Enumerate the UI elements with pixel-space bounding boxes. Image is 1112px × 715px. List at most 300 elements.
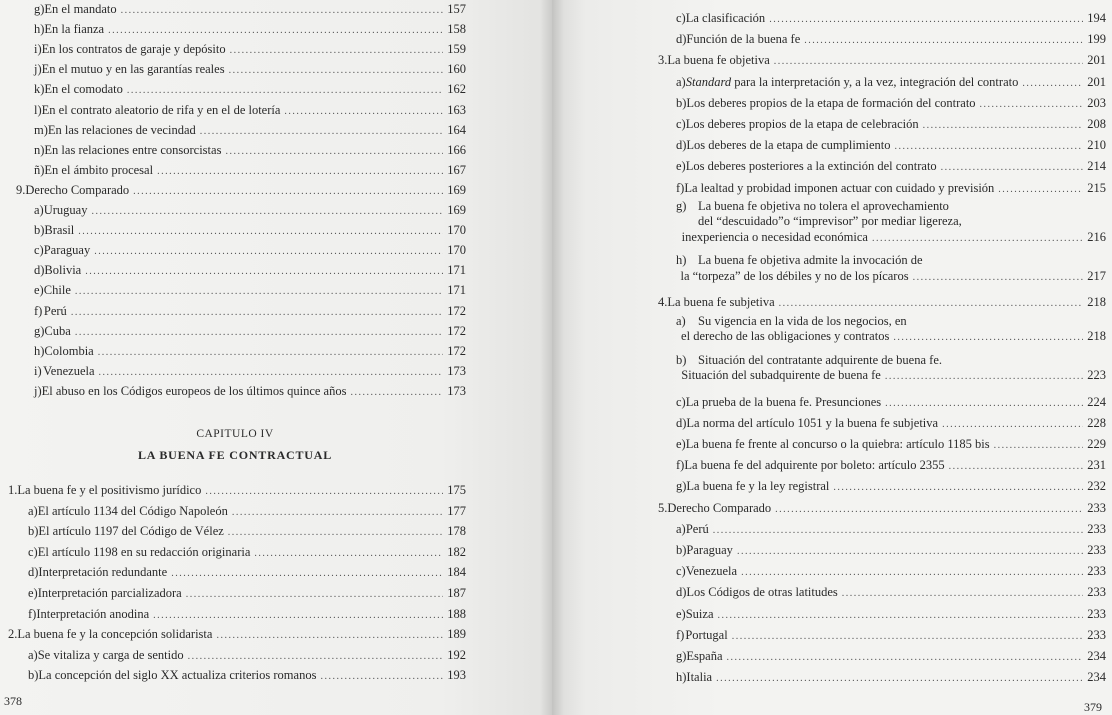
- toc-entry: [34, 260, 466, 280]
- toc-entry: [676, 314, 1106, 345]
- toc-entry-page: 171: [447, 283, 466, 298]
- toc-entry: [34, 19, 466, 39]
- toc-entry-marker: d): [676, 415, 687, 430]
- leader-dots: [228, 523, 443, 543]
- toc-entry-title: En el contrato aleatorio de rifa y en el de lotería: [41, 102, 281, 117]
- toc-entry-page: 167: [447, 162, 466, 177]
- toc-entry-marker: 4.: [658, 295, 668, 310]
- toc-entry-title: La buena fe y el positivismo jurídico: [17, 483, 202, 497]
- toc-entry-title: Bolivia: [44, 263, 82, 278]
- toc-entry-title: En los contratos de garaje y depósito: [41, 42, 226, 57]
- toc-entry-title: Perú: [685, 521, 709, 536]
- leader-dots: [108, 21, 443, 41]
- toc-entry-title-line: del “descuidado”o “imprevisor” por mediar ligereza,: [698, 214, 962, 229]
- toc-entry-title: Chile: [43, 283, 71, 298]
- leader-dots: [775, 500, 1083, 520]
- toc-entry-page: 170: [447, 243, 466, 258]
- toc-entry: [34, 341, 466, 361]
- toc-entry-marker: c): [676, 11, 686, 25]
- toc-entry-marker: f): [676, 180, 685, 195]
- toc-entry-title: Los deberes posteriores a la extinción del contrato: [685, 159, 937, 174]
- toc-entry: [676, 72, 1106, 92]
- leader-dots: [121, 1, 444, 21]
- toc-entry: [34, 381, 466, 401]
- toc-entry-marker: 5.: [658, 500, 668, 515]
- leader-dots: [732, 627, 1084, 647]
- toc-entry-title: El artículo 1198 en su redacción originaria: [37, 544, 251, 559]
- toc-entry-title: En el comodato: [44, 82, 123, 97]
- toc-entry-page: 208: [1087, 117, 1106, 131]
- toc-entry-title: La buena fe frente al concurso o la quiebra: artículo 1185 bis: [685, 436, 990, 451]
- leader-dots: [842, 584, 1083, 604]
- leader-dots: [230, 41, 444, 61]
- leader-dots: [741, 563, 1083, 583]
- toc-entry: [676, 561, 1106, 581]
- leader-dots: [284, 102, 443, 122]
- toc-entry-title: El artículo 1197 del Código de Vélez: [38, 524, 224, 539]
- toc-entry-title-line: inexperiencia o necesidad económica: [681, 229, 868, 244]
- toc-entry: [676, 434, 1106, 454]
- toc-entry: [34, 100, 466, 120]
- leader-dots: [769, 10, 1083, 30]
- toc-entry-page: 229: [1087, 436, 1106, 451]
- toc-entry-marker: j): [34, 383, 42, 398]
- toc-entry-page: 175: [447, 483, 466, 497]
- toc-entry-title-line: La buena fe objetiva admite la invocación de: [698, 253, 923, 268]
- toc-entry-page: 170: [447, 223, 466, 238]
- leader-dots: [75, 323, 443, 343]
- toc-entry-marker: i): [34, 363, 42, 378]
- toc-entry-title: El artículo 1134 del Código Napoleón: [37, 503, 228, 518]
- toc-entry-marker: h): [676, 253, 687, 268]
- leader-dots: [872, 231, 1083, 247]
- toc-entry-title: En las relaciones entre consorcistas: [44, 142, 222, 157]
- toc-entry-emphasis: Standard: [685, 74, 732, 89]
- toc-entry-title: La buena fe y la ley registral: [686, 479, 830, 494]
- toc-entry: [34, 220, 466, 240]
- leader-dots: [75, 282, 443, 302]
- toc-entry-marker: b): [28, 524, 39, 539]
- toc-entry-page: 234: [1087, 670, 1106, 685]
- leader-dots: [774, 52, 1083, 72]
- leader-dots: [186, 585, 444, 605]
- toc-entry-title-line: Situación del contratante adquirente de buena fe.: [698, 352, 942, 367]
- toc-entry: [34, 39, 466, 59]
- page-number-left: 378: [4, 694, 22, 708]
- leader-dots: [320, 667, 443, 687]
- toc-entry-page: 217: [1087, 268, 1106, 283]
- toc-entry-page: 193: [447, 668, 466, 683]
- toc-section-entry: [16, 180, 466, 200]
- toc-entry: [28, 542, 466, 562]
- toc-section-entry: [8, 480, 466, 500]
- toc-entry: [676, 199, 1106, 246]
- toc-entry-marker: f): [676, 627, 685, 642]
- toc-entry-marker: a): [28, 647, 38, 662]
- toc-entry-page: 233: [1087, 606, 1106, 621]
- toc-entry: [676, 353, 1106, 384]
- toc-entry-page: 232: [1087, 479, 1106, 494]
- toc-entry-page: 173: [447, 363, 466, 378]
- toc-entry-marker: f): [28, 606, 37, 621]
- toc-entry-title: Paraguay: [686, 542, 733, 557]
- toc-entry-marker: h): [34, 343, 45, 358]
- toc-entry: [676, 413, 1106, 433]
- toc-entry-title: Derecho Comparado: [25, 182, 130, 197]
- toc-entry: [34, 59, 466, 79]
- toc-entry-title: La buena fe objetiva: [667, 53, 770, 68]
- toc-entry-title: Portugal: [685, 627, 728, 642]
- leader-dots: [188, 647, 444, 667]
- leader-dots: [78, 222, 443, 242]
- leader-dots: [91, 202, 443, 222]
- toc-entry-page: 233: [1087, 627, 1106, 642]
- toc-entry-marker: c): [676, 117, 686, 131]
- leader-dots: [229, 61, 444, 81]
- left-page: [0, 0, 552, 715]
- chapter-title: LA BUENA FE CONTRACTUAL: [137, 448, 333, 462]
- leader-dots: [157, 162, 443, 182]
- toc-entry-marker: d): [676, 32, 687, 47]
- leader-dots: [171, 564, 443, 584]
- toc-entry-marker: e): [676, 159, 686, 174]
- leader-dots: [71, 303, 443, 323]
- toc-entry: [28, 583, 466, 603]
- toc-entry: [676, 540, 1106, 560]
- toc-entry: [676, 625, 1106, 645]
- toc-entry: [676, 392, 1106, 412]
- toc-entry-title: En la fianza: [44, 22, 105, 37]
- toc-entry-page: 214: [1087, 159, 1106, 174]
- toc-entry: [676, 476, 1106, 496]
- toc-entry-title-rest: para la interpretación y, a la vez, integración del contrato: [731, 74, 1019, 89]
- toc-entry-page: 218: [1087, 329, 1106, 343]
- toc-entry-page: 199: [1087, 32, 1106, 47]
- toc-entry-title: La prueba de la buena fe. Presunciones: [685, 394, 882, 409]
- toc-entry: [676, 455, 1106, 475]
- toc-entry-marker: e): [676, 606, 686, 621]
- toc-entry-marker: b): [28, 668, 39, 683]
- toc-entry-marker: d): [676, 585, 687, 600]
- toc-entry-page: 215: [1087, 180, 1106, 195]
- toc-entry-title: La concepción del siglo XX actualiza criterios romanos: [38, 668, 317, 683]
- toc-entry-marker: b): [676, 95, 687, 110]
- toc-entry-page: 172: [447, 343, 466, 358]
- toc-entry-marker: h): [676, 670, 687, 685]
- toc-entry-page: 203: [1087, 95, 1106, 110]
- toc-entry-title: Los deberes propios de la etapa de formación del contrato: [686, 95, 976, 110]
- toc-entry: [676, 582, 1106, 602]
- toc-entry-page: 172: [447, 323, 466, 338]
- toc-entry-title: Los Códigos de otras latitudes: [686, 585, 838, 600]
- toc-entry-title: [686, 72, 1019, 92]
- toc-entry-marker: a): [676, 74, 686, 89]
- toc-entry-page: 223: [1087, 368, 1106, 382]
- toc-entry-marker: g): [34, 2, 45, 16]
- toc-entry-title: La buena fe del adquirente por boleto: artículo 2355: [684, 458, 945, 473]
- leader-dots: [713, 521, 1083, 541]
- leader-dots: [833, 478, 1083, 498]
- toc-entry-marker: g): [676, 479, 687, 494]
- toc-entry-page: 210: [1087, 138, 1106, 153]
- leader-dots: [232, 503, 443, 523]
- toc-entry-marker: f): [676, 458, 685, 473]
- toc-entry-marker: c): [676, 394, 686, 409]
- toc-entry-marker: e): [28, 586, 38, 600]
- toc-entry-title: La buena fe subjetiva: [667, 295, 775, 310]
- toc-entry-title: Función de la buena fe: [686, 32, 801, 47]
- toc-entry: [34, 0, 466, 19]
- toc-entry-page: 177: [447, 503, 466, 518]
- toc-entry-page: 182: [447, 544, 466, 559]
- leader-dots: [980, 95, 1084, 115]
- toc-entry-title: En el ámbito procesal: [44, 162, 154, 177]
- toc-entry-title: Se vitaliza y carga de sentido: [37, 647, 184, 662]
- toc-entry-marker: j): [34, 62, 42, 77]
- toc-entry-marker: a): [28, 503, 38, 518]
- leader-dots: [94, 242, 443, 262]
- toc-entry-page: 233: [1087, 521, 1106, 536]
- toc-entry-marker: d): [676, 138, 687, 153]
- toc-entry-title: España: [686, 648, 723, 663]
- toc-entry: [28, 562, 466, 582]
- toc-entry-marker: 9.: [16, 182, 26, 197]
- leader-dots: [216, 626, 443, 646]
- toc-section-entry: [658, 50, 1106, 70]
- toc-entry-marker: e): [34, 283, 44, 298]
- toc-entry-marker: n): [34, 142, 45, 157]
- leader-dots: [85, 262, 443, 282]
- book-gutter: [540, 0, 564, 715]
- toc-entry-title: Derecho Comparado: [667, 500, 772, 515]
- toc-entry-marker: c): [676, 564, 686, 579]
- leader-dots: [998, 180, 1083, 200]
- toc-entry-marker: 3.: [658, 53, 668, 68]
- toc-entry: [676, 646, 1106, 666]
- toc-entry-title: Paraguay: [43, 243, 91, 258]
- toc-entry-page: 160: [447, 62, 466, 77]
- toc-section-entry: [8, 624, 466, 644]
- toc-entry-marker: c): [28, 544, 38, 559]
- leader-dots: [127, 81, 443, 101]
- toc-entry-marker: a): [676, 313, 686, 328]
- toc-entry-page: 163: [447, 102, 466, 117]
- toc-entry-title: En el mandato: [44, 2, 117, 16]
- toc-entry: [28, 665, 466, 685]
- leader-dots: [779, 294, 1084, 314]
- leader-dots: [923, 116, 1084, 136]
- toc-entry: [34, 200, 466, 220]
- leader-dots: [804, 31, 1083, 51]
- toc-entry: [676, 156, 1106, 176]
- toc-entry-title: Interpretación redundante: [38, 565, 168, 580]
- toc-entry-marker: b): [676, 352, 687, 367]
- leader-dots: [994, 436, 1084, 456]
- toc-entry-title: Venezuela: [685, 564, 738, 579]
- toc-entry-title: La clasificación: [685, 11, 766, 25]
- toc-entry-marker: 1.: [8, 483, 18, 497]
- toc-entry-page: 233: [1087, 564, 1106, 579]
- toc-entry-title: Suiza: [685, 606, 714, 621]
- toc-entry-page: 158: [447, 22, 466, 37]
- right-page: [552, 0, 1112, 715]
- toc-entry: [34, 120, 466, 140]
- toc-entry-title-line: la “torpeza” de los débiles y no de los pícaros: [680, 268, 909, 283]
- toc-entry-title-line: La buena fe objetiva no tolera el aprovechamiento: [698, 198, 949, 213]
- toc-entry: [34, 280, 466, 300]
- toc-entry-page: 224: [1087, 394, 1106, 409]
- toc-entry-marker: i): [34, 42, 42, 57]
- leader-dots: [913, 270, 1084, 286]
- toc-section-entry: [658, 292, 1106, 312]
- toc-entry-title-line: Su vigencia en la vida de los negocios, en: [698, 313, 907, 328]
- leader-dots: [718, 606, 1084, 626]
- toc-entry: [676, 253, 1106, 284]
- leader-dots: [225, 142, 443, 162]
- toc-entry: [34, 140, 466, 160]
- toc-entry-page: 231: [1087, 458, 1106, 473]
- toc-entry-page: 187: [447, 586, 466, 600]
- toc-entry-page: 233: [1087, 542, 1106, 557]
- toc-entry: [676, 604, 1106, 624]
- leader-dots: [885, 369, 1083, 385]
- toc-entry: [676, 29, 1106, 49]
- toc-entry-page: 169: [447, 203, 466, 217]
- toc-entry-title: Venezuela: [43, 363, 95, 378]
- toc-entry-title: En el mutuo y en las garantías reales: [41, 62, 225, 77]
- leader-dots: [716, 669, 1083, 689]
- toc-entry: [34, 79, 466, 99]
- leader-dots: [727, 648, 1084, 668]
- toc-entry: [34, 160, 466, 180]
- toc-entry-marker: a): [34, 203, 44, 217]
- toc-entry-page: 166: [447, 142, 466, 157]
- toc-entry-title: Los deberes propios de la etapa de celebración: [685, 117, 919, 131]
- toc-entry: [676, 519, 1106, 539]
- toc-entry-marker: d): [28, 565, 39, 580]
- toc-entry-page: 159: [447, 42, 466, 57]
- toc-entry-page: 234: [1087, 648, 1106, 663]
- toc-entry-title: El abuso en los Códigos europeos de los últimos quince años: [41, 383, 347, 398]
- leader-dots: [350, 383, 443, 403]
- toc-entry: [676, 667, 1106, 687]
- toc-entry-title: La norma del artículo 1051 y la buena fe subjetiva: [686, 415, 939, 430]
- leader-dots: [200, 122, 444, 142]
- toc-entry-marker: l): [34, 102, 42, 117]
- toc-entry-marker: m): [34, 122, 48, 137]
- toc-entry-marker: b): [676, 542, 687, 557]
- toc-entry-page: 194: [1087, 11, 1106, 25]
- toc-entry-page: 173: [447, 383, 466, 398]
- toc-entry-title: Colombia: [44, 343, 94, 358]
- leader-dots: [99, 363, 444, 383]
- page-number-right: 379: [1084, 700, 1102, 714]
- toc-entry-page: 233: [1087, 585, 1106, 600]
- toc-entry-title: Cuba: [44, 323, 71, 338]
- toc-entry: [676, 135, 1106, 155]
- toc-entry-page: 171: [447, 263, 466, 278]
- toc-entry-title-line: Situación del subadquirente de buena fe: [681, 368, 881, 382]
- leader-dots: [895, 137, 1084, 157]
- chapter-label: CAPITULO IV: [196, 428, 274, 440]
- toc-entry: [28, 501, 466, 521]
- toc-entry-title: Interpretación parcializadora: [37, 586, 182, 600]
- toc-entry-page: 192: [447, 647, 466, 662]
- toc-entry-title: Perú: [43, 303, 67, 318]
- toc-entry-title: La buena fe y la concepción solidarista: [17, 627, 213, 642]
- toc-entry-page: 201: [1087, 53, 1106, 68]
- leader-dots: [153, 606, 443, 626]
- toc-entry: [28, 521, 466, 541]
- toc-entry-title: Uruguay: [43, 203, 88, 217]
- toc-entry-marker: b): [34, 223, 45, 238]
- toc-entry-marker: d): [34, 263, 45, 278]
- toc-entry: [34, 240, 466, 260]
- toc-entry: [34, 321, 466, 341]
- toc-entry: [676, 8, 1106, 28]
- toc-entry-title: Brasil: [44, 223, 75, 238]
- leader-dots: [133, 182, 443, 202]
- leader-dots: [949, 457, 1084, 477]
- toc-entry-title: Los deberes de la etapa de cumplimiento: [686, 138, 891, 153]
- toc-entry-marker: e): [676, 436, 686, 451]
- leader-dots: [737, 542, 1083, 562]
- toc-entry: [28, 604, 466, 624]
- toc-entry-marker: c): [34, 243, 44, 258]
- toc-entry-marker: 2.: [8, 627, 18, 642]
- toc-entry-title: Italia: [686, 670, 713, 685]
- toc-entry-page: 189: [447, 627, 466, 642]
- toc-entry-page: 164: [447, 122, 466, 137]
- toc-entry-title: Interpretación anodina: [36, 606, 150, 621]
- leader-dots: [205, 482, 443, 502]
- toc-entry-marker: k): [34, 82, 45, 97]
- toc-entry-page: 233: [1087, 500, 1106, 515]
- toc-entry: [28, 645, 466, 665]
- toc-entry-marker: g): [676, 198, 687, 213]
- toc-entry-marker: h): [34, 22, 45, 37]
- toc-entry-page: 228: [1087, 415, 1106, 430]
- leader-dots: [885, 394, 1083, 414]
- toc-entry-marker: ñ): [34, 162, 45, 177]
- toc-entry-marker: f): [34, 303, 43, 318]
- toc-entry-page: 216: [1087, 229, 1106, 244]
- toc-entry-page: 178: [447, 524, 466, 539]
- toc-entry-page: 184: [447, 565, 466, 580]
- leader-dots: [98, 343, 444, 363]
- toc-section-entry: [658, 498, 1106, 518]
- toc-entry-title: En las relaciones de vecindad: [47, 122, 196, 137]
- toc-entry: [34, 301, 466, 321]
- leader-dots: [893, 330, 1083, 346]
- toc-entry-page: 169: [447, 182, 466, 197]
- leader-dots: [1022, 74, 1083, 94]
- toc-entry-page: 157: [447, 2, 466, 16]
- toc-entry-marker: g): [676, 648, 687, 663]
- leader-dots: [254, 544, 443, 564]
- leader-dots: [941, 158, 1084, 178]
- leader-dots: [942, 415, 1083, 435]
- toc-entry-page: 188: [447, 606, 466, 621]
- toc-entry: [676, 93, 1106, 113]
- toc-entry-page: 201: [1087, 74, 1106, 89]
- toc-entry-page: 162: [447, 82, 466, 97]
- toc-entry-title-line: el derecho de las obligaciones y contratos: [681, 329, 890, 343]
- toc-entry: [676, 178, 1106, 198]
- toc-entry-page: 172: [447, 303, 466, 318]
- toc-entry-title: La lealtad y probidad imponen actuar con cuidado y previsión: [684, 180, 995, 195]
- toc-entry: [676, 114, 1106, 134]
